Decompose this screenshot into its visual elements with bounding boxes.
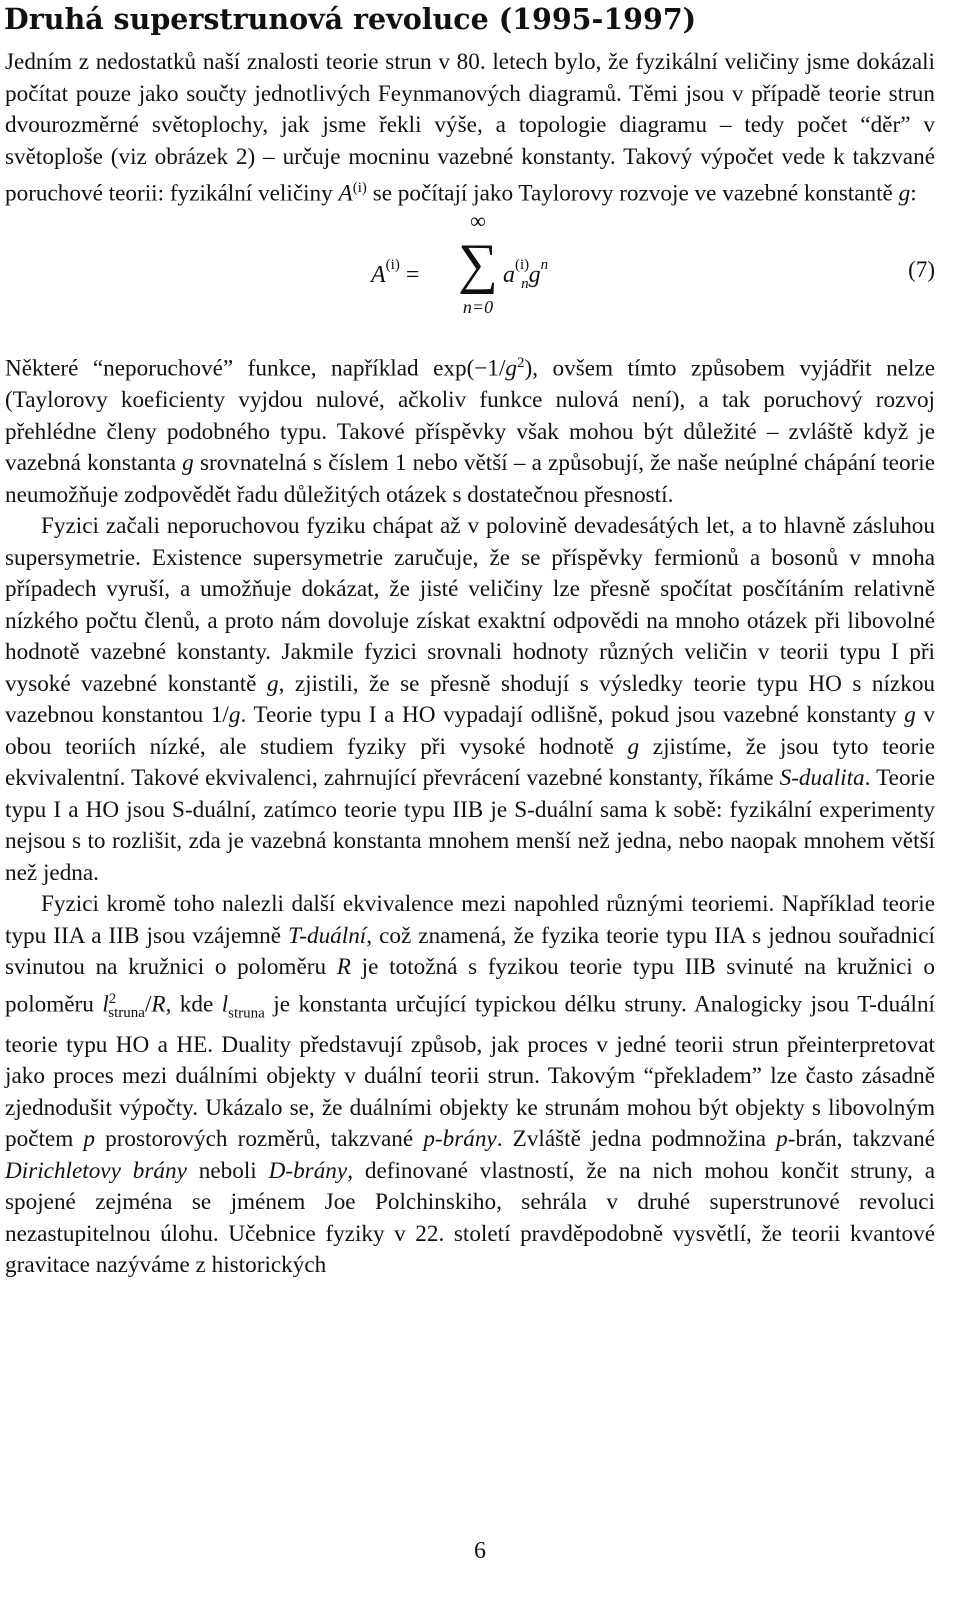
paragraph-4-text-h: -brán, takzvané — [787, 1126, 935, 1153]
symbol-g: g — [505, 355, 518, 382]
term-a-sup: (i) — [515, 257, 530, 274]
term-a: a — [503, 262, 515, 289]
body-text — [5, 47, 935, 1282]
summation-symbol — [453, 210, 503, 318]
paragraph-1-text-b: se počítají jako Taylorovy rozvoje ve vazebné konstantě — [366, 180, 899, 207]
equation-equals: = — [399, 262, 420, 289]
paragraph-4-text-d: , kde — [165, 991, 222, 1018]
paragraph-4-text-j: , definované vlastností, že na nich mohou končit struny, a spojené zejména se jménem Joe Polchinskiho, sehrála v druhé superstrunové revoluci nezastupitelnou úlohu. Učebnice fyziky v 22. století pravděpodobně vysvětlí, že teorii kvantové gravitace nazýváme z historických — [5, 1157, 935, 1279]
sigma-icon: ∑ — [458, 233, 498, 296]
symbol-g: g — [182, 450, 194, 477]
equation-lhs — [371, 254, 419, 292]
symbol-A: A — [338, 180, 353, 207]
paragraph-4-text-i: neboli — [186, 1157, 269, 1184]
term-g-sup: n — [540, 257, 549, 274]
symbol-p: p — [776, 1126, 788, 1153]
symbol-g: g — [266, 670, 279, 697]
paragraph-3-text-e: zjistíme, že jsou tyto teorie ekvivalentní. Takové ekvivalenci, zahrnující převrácení vazebné konstanty, říkáme — [5, 733, 935, 792]
term-s-dualita: S-dualita — [779, 765, 865, 792]
term-g: g — [528, 262, 541, 289]
superscript-2: 2 — [517, 355, 525, 372]
page-number: 6 — [474, 1538, 486, 1564]
paragraph-4 — [5, 889, 935, 1281]
paragraph-4-text-c: je totožná s fyzikou teorie typu IIB svinuté na kružnici o poloměru — [5, 954, 936, 1018]
equation-term — [503, 254, 548, 295]
term-a-sub: n — [521, 276, 529, 293]
symbol-R: R — [336, 954, 351, 981]
section-title: Druhá superstrunová revoluce (1995-1997) — [4, 2, 697, 36]
symbol-R: R — [151, 991, 166, 1018]
paragraph-3-text-f: . Teorie typu I a HO jsou S-duální, zatímco teorie typu IIB je S-duální sama k sobě: fyzikální experimenty nejsou s to rozlišit, zda je vazebná konstanta mnohem menší než jedna, nebo naopak mnohem větší než jedna. — [5, 765, 935, 886]
paragraph-3-text-d: v obou teoriích nízké, ale studiem fyziky při vysoké hodnotě — [5, 702, 935, 760]
symbol-l: l — [102, 991, 109, 1018]
equation-lhs-symbol: A — [371, 262, 386, 289]
paragraph-2-text-c: srovnatelná s číslem 1 nebo větší – a způsobují, že naše neúplné chápání teorie neumožňuje zodpovědět řadu důležitých otázek s dostatečnou přesností. — [5, 450, 935, 508]
symbol-l: l — [221, 991, 229, 1018]
paragraph-3-text-c: . Teorie typu I a HO vypadají odlišně, pokud jsou vazebné konstanty — [240, 702, 905, 729]
symbol-g: g — [228, 702, 241, 729]
paragraph-4-text-f: prostorových rozměrů, takzvané — [94, 1126, 424, 1153]
paragraph-1-text-a: Jedním z nedostatků naší znalosti teorie strun v 80. letech bylo, že fyzikální veličiny jsme dokázali počítat pouze jako součty jednotlivých Feynmanových diagramů. Těmi jsou v případě teorie strun dvourozměrné světoplochy, jak jsme řekli výše, a topologie diagramu – tedy počet “děr” v světoploše (viz obrázek 2) – určuje mocninu vazebné konstanty. Takový výpočet vede k takzvané poruchové teorii: fyzikální veličiny — [5, 49, 935, 207]
symbol-g: g — [904, 702, 916, 729]
term-dirichletovy-brany: Dirichletovy brány — [5, 1157, 187, 1184]
paragraph-3-text-b: , zjistili, že se přesně shodují s výsledky teorie typu HO s nízkou vazebnou konstantou 1/ — [5, 670, 936, 729]
paragraph-1 — [5, 47, 935, 210]
superscript-i: (i) — [352, 180, 367, 196]
symbol-g: g — [898, 180, 911, 207]
paragraph-4-text-a: Fyzici kromě toho nalezli další ekvivalence mezi napohled různými teoriemi. Například teorie typu IIA a IIB jsou vzájemně — [5, 891, 935, 949]
superscript-2: 2 — [108, 990, 117, 1007]
symbol-p: p — [83, 1126, 95, 1153]
paragraph-4-text-e: je konstanta určující typickou délku struny. Analogicky jsou T-duální teorie typu HO a HE. Duality představují způsob, jak proces v jedné teorii strun přeinterpretovat jako proces mezi duálními objekty v duální teorii strun. Takovým “překladem” lze často zásadně zjednodušit výpočty. Ukázalo se, že duálními objekty ke strunám mohou být objekty s libovolným počtem — [5, 991, 935, 1153]
subscript-struna: struna — [228, 1005, 265, 1022]
subscript-struna: struna — [108, 1005, 145, 1022]
sum-upper-limit: ∞ — [470, 208, 486, 234]
paragraph-2-text-a: Některé “neporuchové” funkce, například exp(−1/ — [5, 355, 506, 382]
term-t-dualni: T-duální — [288, 922, 367, 949]
symbol-g: g — [627, 733, 640, 760]
paragraph-2 — [5, 348, 935, 511]
term-d-brany: D-brány — [268, 1157, 348, 1184]
equation-7 — [5, 210, 935, 348]
sum-lower-limit: n=0 — [462, 297, 494, 318]
equation-lhs-sup: (i) — [385, 257, 400, 274]
paragraph-4-text-b: , což znamená, že fyzika teorie typu IIA s jednou souřadnicí svinutou na kružnici o poloměru — [5, 922, 935, 981]
paragraph-2-text-b: ), ovšem tímto způsobem vyjádřit nelze (Taylorovy koeficienty vyjdou nulové, ačkoliv funkce nulová není), a tak poruchový rozvoj přehlédne členy podobného typu. Takové příspěvky však mohou být důležité – zvláště když je vazebná konstanta — [5, 355, 935, 477]
paragraph-4-text-g: . Zvláště jedna podmnožina — [496, 1126, 777, 1153]
slash: / — [144, 991, 152, 1018]
equation-number: (7) — [908, 257, 935, 283]
term-p-brany: p-brány — [423, 1126, 497, 1153]
paragraph-3-text-a: Fyzici začali neporuchovou fyziku chápat až v polovině devadesátých let, a to hlavně zásluhou supersymetrie. Existence supersymetrie zaručuje, že se příspěvky fermionů a bosonů v mnoha případech vyruší, a umožňuje dokázat, že jisté veličiny lze přesně spočítat posčítáním relativně nízkého počtu členů, a proto nám dovoluje získat exaktní odpovědi na mnoho otázek při libovolné hodnotě vazebné konstanty. Jakmile fyzici srovnali hodnoty různých veličin v teorii typu I při vysoké vazebné konstantě — [5, 513, 935, 697]
paragraph-1-text-c: : — [910, 180, 917, 207]
paragraph-3 — [5, 511, 935, 889]
